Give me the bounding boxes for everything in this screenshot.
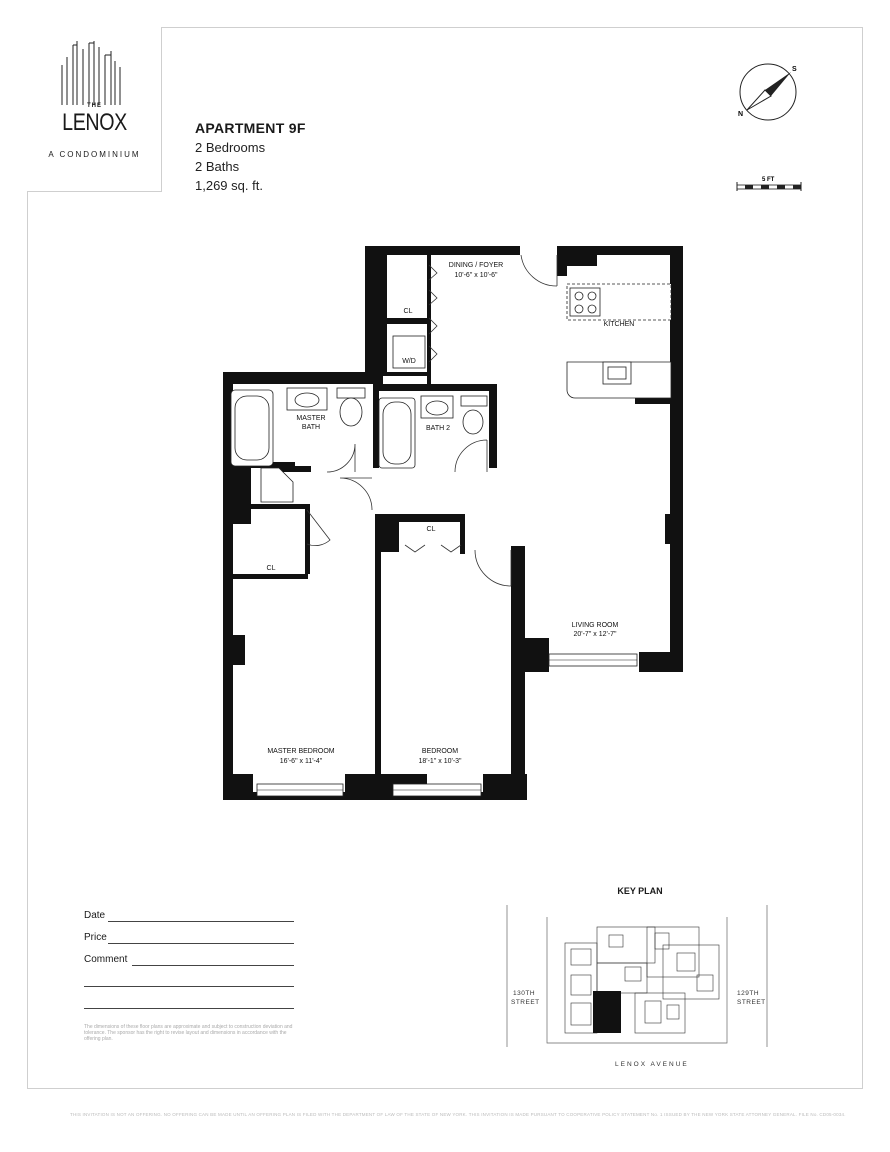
master-bedroom-label: MASTER BEDROOM (267, 748, 335, 755)
bedroom-closet-label: CL (426, 526, 436, 533)
compass-south-label: S (792, 66, 797, 73)
master-bedroom-dims: 16'-6" x 11'-4" (279, 758, 323, 765)
kitchen-label: KITCHEN (603, 321, 635, 328)
date-label: Date (84, 910, 106, 921)
comment-line-3[interactable] (84, 1008, 294, 1009)
living-room-dims: 20'-7" x 12'-7" (573, 631, 617, 638)
master-closet-label: CL (266, 565, 276, 572)
street-left-2: STREET (511, 999, 540, 1006)
floor-plan (215, 240, 695, 810)
street-right-2: STREET (737, 999, 766, 1006)
date-field[interactable] (108, 921, 294, 922)
comment-field[interactable] (132, 965, 294, 966)
walls (223, 246, 683, 800)
key-plan-building (565, 927, 719, 1033)
bath2-label: BATH 2 (426, 425, 450, 432)
logo-the: THE (87, 103, 102, 109)
unit-highlight (593, 991, 621, 1033)
compass-north-label: N (738, 111, 744, 118)
apartment-title: APARTMENT 9F (195, 120, 306, 136)
living-room-label: LIVING ROOM (571, 622, 619, 629)
footer-legal-text: THIS INVITATION IS NOT AN OFFERING. NO OFFERING CAN BE MADE UNTIL AN OFFERING PLAN IS FILED WITH THE DEPARTMENT OF LAW OF THE STATE OF NEW YORK. THIS INVITATION IS MADE PURSUANT TO COOPERATIVE POLICY STATEMENT No. 1 ISSUED BY THE NEW YORK STATE ATTORNEY GENERAL. FILE No. CD05-0034. (70, 1112, 846, 1117)
comment-label: Comment (84, 954, 128, 965)
scale-bar (735, 174, 805, 194)
compass-icon (735, 60, 805, 125)
disclaimer-text: The dimensions of these floor plans are approximate and subject to construction deviation and tolerance. The sponsor has the right to revise layout and dimensions in accordance with the offering plan. (84, 1024, 293, 1042)
bedroom-dims: 18'-1" x 10'-3" (418, 758, 462, 765)
windows (257, 654, 637, 796)
dining-label: DINING / FOYER (448, 262, 504, 269)
closet-foyer-label: CL (403, 308, 413, 315)
comment-line-2[interactable] (84, 986, 294, 987)
key-plan-title: KEY PLAN (617, 886, 663, 896)
logo-tagline: A CONDOMINIUM (48, 150, 141, 159)
dining-dims: 10'-6" x 10'-6" (454, 272, 498, 279)
price-label: Price (84, 932, 107, 943)
bedrooms-count: 2 Bedrooms (195, 140, 266, 155)
avenue-label: LENOX AVENUE (615, 1061, 689, 1068)
baths-count: 2 Baths (195, 159, 240, 174)
street-left-1: 130TH (513, 990, 536, 997)
washer-dryer-label: W/D (402, 358, 416, 365)
bedroom-label: BEDROOM (421, 748, 459, 755)
scale-label: 5 FT (762, 177, 775, 183)
square-footage: 1,269 sq. ft. (195, 178, 263, 193)
logo-block (27, 27, 162, 192)
key-plan (485, 905, 780, 1075)
logo-name: LENOX (62, 109, 127, 136)
master-bath-label-2: BATH (301, 424, 321, 431)
master-bath-label-1: MASTER (296, 415, 326, 422)
price-field[interactable] (108, 943, 294, 944)
building-logo-icon (27, 27, 162, 107)
street-right-1: 129TH (737, 990, 760, 997)
